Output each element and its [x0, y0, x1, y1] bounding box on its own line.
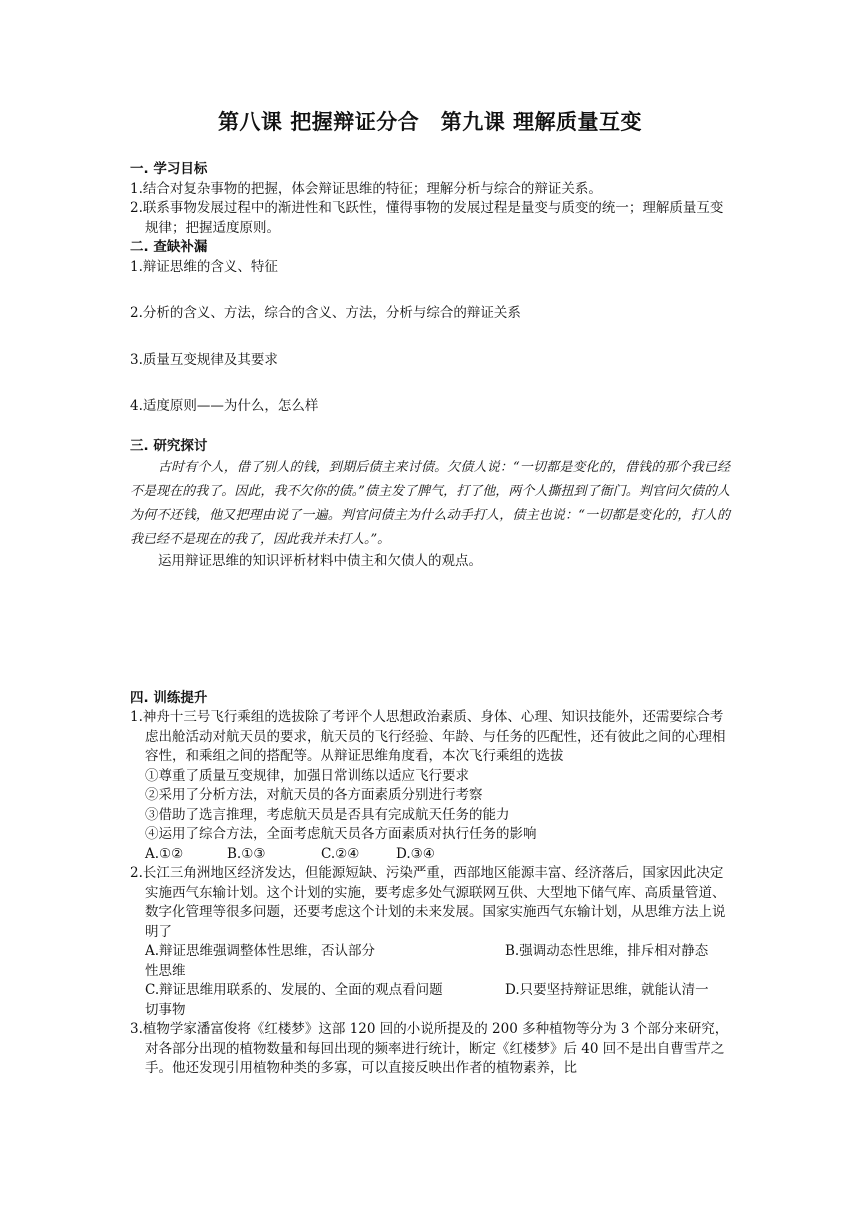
choice-d-continuation: 切事物	[145, 1001, 186, 1018]
choice-c: C.②④	[321, 845, 360, 862]
choice-d: D.③④	[396, 845, 435, 862]
section-heading-review: 二. 查缺补漏	[130, 239, 208, 255]
question-2-stem: 2.长江三角洲地区经济发达，但能源短缺、污染严重，西部地区能源丰富、经济落后，国家因此决定实施西气东输计划。这个计划的实施，要考虑多处气源联网互供、大型地下储气库、高质量管道、数字化管理等很多问题，还要考虑这个计划的未来发展。国家实施西气东输计划，从思维方法上说明了	[130, 865, 726, 940]
question-1-option: ①尊重了质量互变规律，加强日常训练以适应飞行要求	[145, 767, 469, 784]
page-title: 第八课 把握辩证分合 第九课 理解质量互变	[217, 110, 643, 134]
question-1-option: ③借助了选言推理，考虑航天员是否具有完成航天任务的能力	[145, 806, 510, 823]
choice-d: D.只要坚持辩证思维，就能认清一	[505, 982, 709, 998]
question-1-choices	[130, 845, 730, 865]
story-paragraph: 古时有个人，借了别人的钱，到期后债主来讨债。欠债人说：“一切都是变化的，借钱的那个我已经不是现在的我了。因此，我不欠你的债。”债主发了脾气，打了他，两个人撕扭到了衙门。判官问欠债的人为何不还钱，他又把理由说了一遍。判官问债主为什么动手打人，债主也说：“一切都是变化的，打人的我已经不是现在的我了，因此我并未打人。”。	[130, 460, 730, 547]
document-body	[130, 160, 730, 1079]
question-2-options-ab	[130, 942, 730, 962]
question-1-option: ②采用了分析方法，对航天员的各方面素质分别进行考察	[145, 787, 483, 803]
section-heading-practice: 四. 训练提升	[130, 689, 208, 706]
choice-b: B.强调动态性思维，排斥相对静态	[505, 943, 709, 959]
choice-a: A.辩证思维强调整体性思维，否认部分	[145, 943, 376, 959]
review-item: 2.分析的含义、方法，综合的含义、方法，分析与综合的辩证关系	[130, 305, 521, 321]
choice-b-continuation: 性思维	[145, 962, 186, 979]
review-item: 4.适度原则——为什么，怎么样	[130, 398, 319, 414]
goal-item: 2.联系事物发展过程中的渐进性和飞跃性，懂得事物的发展过程是量变与质变的统一；理解质量互变规律；把握适度原则。	[130, 200, 724, 236]
question-2-options-cd	[130, 981, 730, 1001]
section-heading-goals: 一. 学习目标	[130, 161, 208, 177]
review-item: 3.质量互变规律及其要求	[130, 351, 278, 368]
goal-item: 1.结合对复杂事物的把握，体会辩证思维的特征；理解分析与综合的辩证关系。	[130, 180, 602, 197]
question-1-option: ④运用了综合方法，全面考虑航天员各方面素质对执行任务的影响	[145, 826, 537, 842]
choice-b: B.①③	[227, 845, 266, 862]
question-3-stem: 3.植物学家潘富俊将《红楼梦》这部 120 回的小说所提及的 200 多种植物等分为 3 个部分来研究，对各部分出现的植物数量和每回出现的频率进行统计，断定《红楼梦》后 40 回不是出自曹雪芹之手。他还发现引用植物种类的多寡，可以直接反映出作者的植物素养，比	[130, 1021, 729, 1076]
choice-c: C.辩证思维用联系的、发展的、全面的观点看问题	[145, 982, 443, 998]
review-item: 1.辩证思维的含义、特征	[130, 258, 278, 275]
choice-a: A.①②	[145, 845, 184, 862]
question-1-stem: 1.神舟十三号飞行乘组的选拔除了考评个人思想政治素质、身体、心理、知识技能外，还需要综合考虑出舱活动对航天员的要求，航天员的飞行经验、年龄、与任务的匹配性，还有彼此之间的心理相容性，和乘组之间的搭配等。从辩证思维角度看，本次飞行乘组的选拔	[130, 709, 726, 764]
inquiry-task: 运用辩证思维的知识评析材料中债主和欠债人的观点。	[158, 553, 482, 569]
section-heading-inquiry: 三. 研究探讨	[130, 437, 208, 454]
